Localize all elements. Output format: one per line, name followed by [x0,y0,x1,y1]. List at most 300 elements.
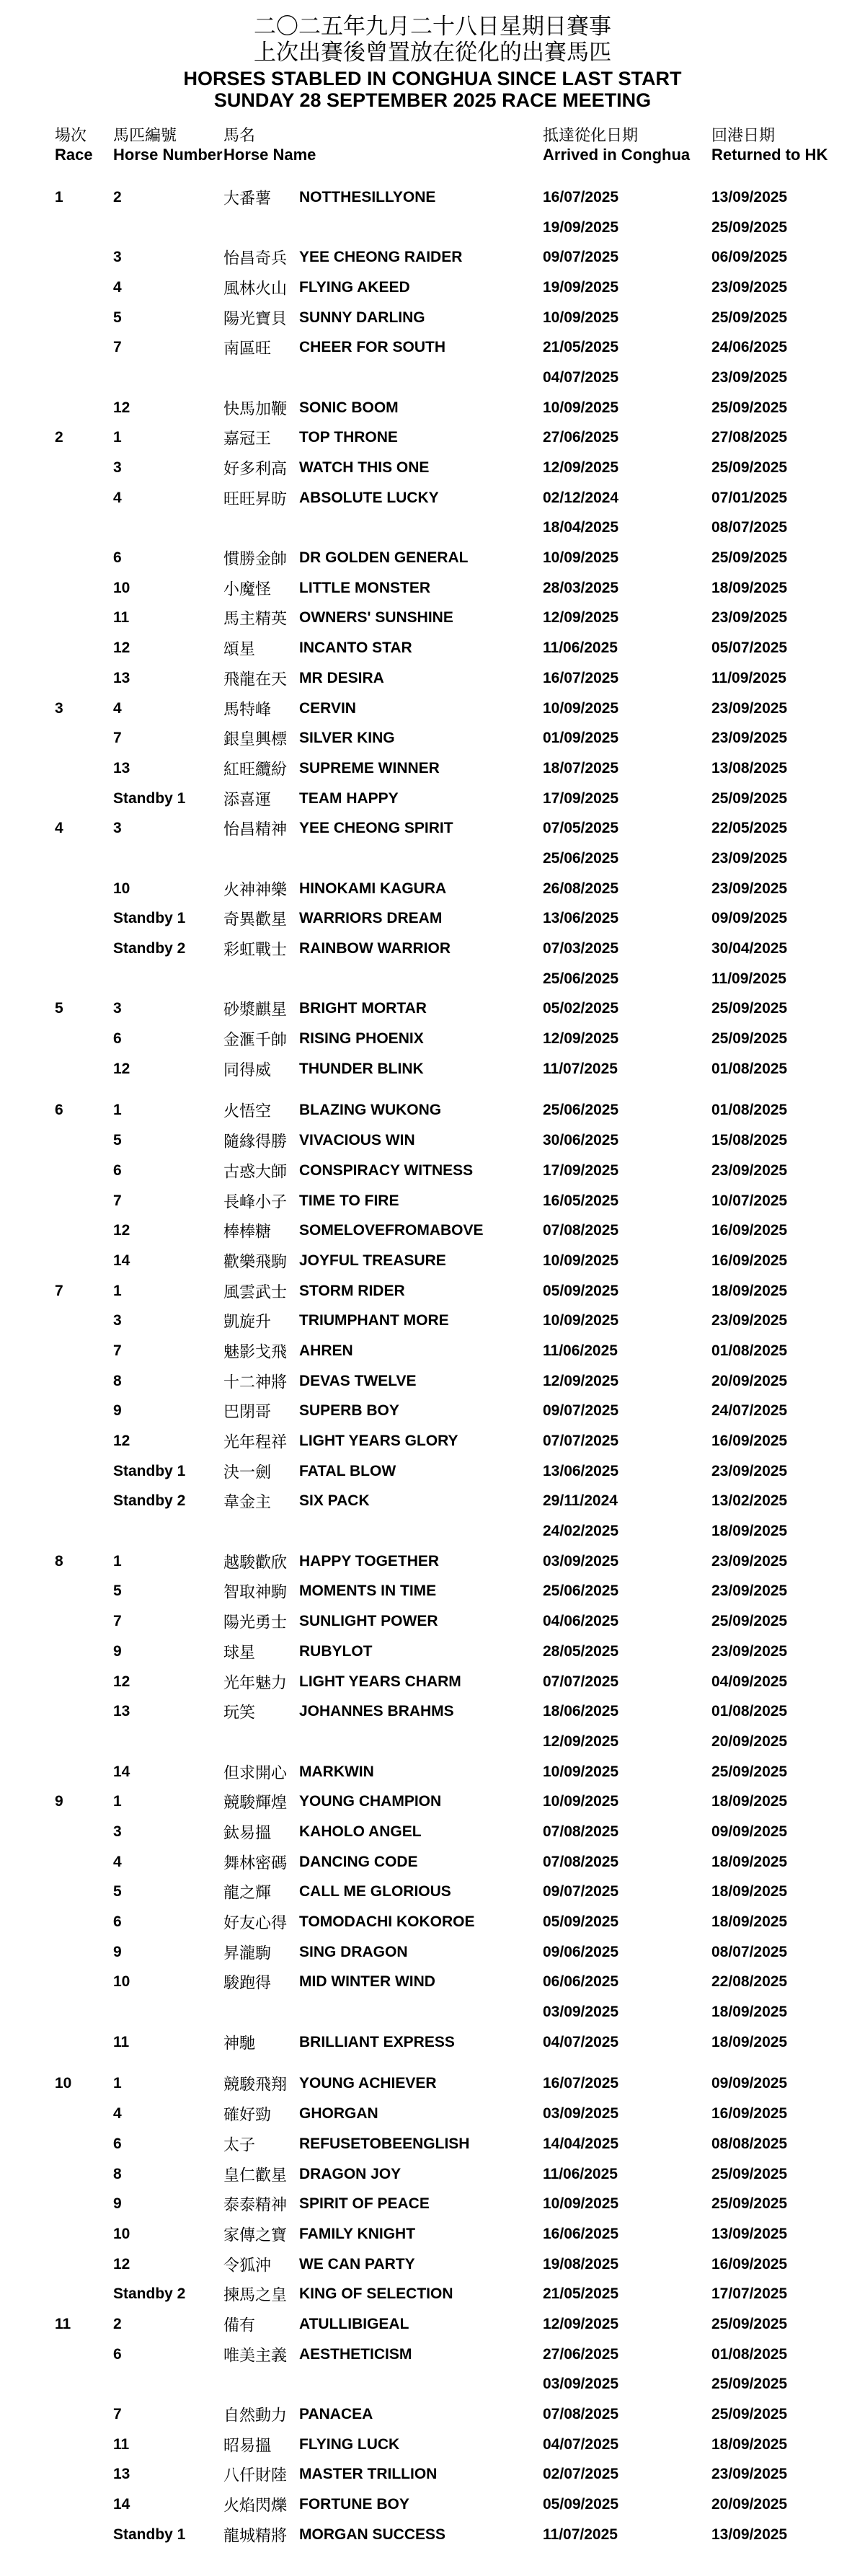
table-row [0,1276,865,1306]
header-horse-number-zh: 馬匹編號 [113,127,177,145]
horse-name-zh-cell: 銀皇興標 [223,730,288,749]
horse-name-en-cell: RISING PHOENIX [299,1030,424,1048]
arrived-date-cell: 10/09/2025 [543,549,619,567]
horse-number-cell: 5 [113,1132,122,1149]
arrived-date-cell: 12/09/2025 [543,2315,619,2332]
table-row [0,934,865,964]
horse-name-zh-cell: 凱旋升 [223,1313,272,1332]
horse-number-cell: 7 [113,1613,122,1630]
returned-date-cell: 09/09/2025 [711,910,788,927]
horse-number-cell: 8 [113,2165,122,2182]
arrived-date-cell: 09/07/2025 [543,1402,619,1420]
arrived-date-cell: 26/08/2025 [543,880,619,897]
table-row [0,543,865,573]
table-row [0,1787,865,1817]
horse-name-en-cell: SUNLIGHT POWER [299,1613,438,1630]
table-row [0,1216,865,1246]
horse-name-zh-cell: 金滙千帥 [223,1031,288,1050]
horse-number-cell: 6 [113,2135,122,2152]
returned-date-cell: 13/09/2025 [711,2526,788,2543]
returned-date-cell: 11/09/2025 [711,970,786,987]
arrived-date-cell: 24/02/2025 [543,1523,619,1540]
arrived-date-cell: 16/07/2025 [543,669,619,686]
horse-number-cell: Standby 2 [113,940,186,957]
horse-number-cell: 9 [113,1642,122,1660]
arrived-date-cell: 27/06/2025 [543,429,619,446]
horse-name-en-cell: TEAM HAPPY [299,789,399,807]
horse-name-en-cell: STORM RIDER [299,1282,405,1299]
header-horse-name-zh: 馬名 [223,127,256,145]
horse-name-en-cell: TIME TO FIRE [299,1192,399,1209]
horse-number-cell: 10 [113,579,130,596]
horse-name-en-cell: YOUNG CHAMPION [299,1793,442,1810]
horse-name-zh-cell: 魅影戈飛 [223,1343,288,1362]
table-row [0,2399,865,2430]
table-row [0,1366,865,1397]
table-row [0,723,865,753]
returned-date-cell: 23/09/2025 [711,1462,788,1479]
returned-date-cell: 18/09/2025 [711,1913,788,1931]
horse-name-zh-cell: 風林火山 [223,280,288,298]
horse-name-en-cell: WATCH THIS ONE [299,459,430,477]
table-row [0,393,865,423]
table-row [0,1246,865,1276]
table-row [0,1546,865,1577]
returned-date-cell: 25/09/2025 [711,1000,788,1017]
table-row [0,1577,865,1607]
horse-number-cell: 3 [113,1823,122,1840]
horse-name-zh-cell: 昇瀧駒 [223,1944,272,1963]
returned-date-cell: 30/04/2025 [711,940,788,957]
race-cell: 7 [55,1282,63,1299]
table-row [0,1306,865,1336]
arrived-date-cell: 10/09/2025 [543,309,619,326]
horse-name-en-cell: SUPREME WINNER [299,759,440,776]
horse-name-en-cell: DANCING CODE [299,1853,418,1870]
arrived-date-cell: 07/08/2025 [543,2406,619,2423]
race-cell: 8 [55,1552,63,1570]
returned-date-cell: 20/09/2025 [711,1732,788,1750]
horse-name-en-cell: FORTUNE BOY [299,2496,409,2513]
horse-number-cell: 8 [113,1372,122,1389]
returned-date-cell: 23/09/2025 [711,2466,788,2483]
horse-name-zh-cell: 隨緣得勝 [223,1133,288,1151]
returned-date-cell: 01/08/2025 [711,1342,788,1359]
header-arrived-en: Arrived in Conghua [543,146,691,164]
returned-date-cell: 16/09/2025 [711,1252,788,1269]
horse-name-zh-cell: 舞林密碼 [223,1854,288,1873]
arrived-date-cell: 04/07/2025 [543,368,619,386]
arrived-date-cell: 05/02/2025 [543,1000,619,1017]
race-cell: 11 [55,2315,71,2332]
table-row [0,964,865,994]
table-row [0,1667,865,1697]
returned-date-cell: 16/09/2025 [711,2105,788,2123]
horse-number-cell: 9 [113,2195,122,2213]
horse-number-cell: 7 [113,1342,122,1359]
horse-number-cell: 10 [113,2225,130,2242]
horse-number-cell: 3 [113,1312,122,1329]
race-cell: 4 [55,820,63,837]
arrived-date-cell: 07/08/2025 [543,1823,619,1840]
table-row [0,603,865,634]
arrived-date-cell: 07/08/2025 [543,1222,619,1239]
horse-number-cell: 3 [113,820,122,837]
horse-name-en-cell: LIGHT YEARS GLORY [299,1433,458,1450]
arrived-date-cell: 11/06/2025 [543,1342,618,1359]
title-chinese-line-2: 上次出賽後曾置放在從化的出賽馬匹 [254,40,611,66]
horse-table [0,182,865,2550]
arrived-date-cell: 10/09/2025 [543,1312,619,1329]
race-cell: 1 [55,188,63,205]
horse-name-en-cell: RUBYLOT [299,1642,373,1660]
table-row [0,1968,865,1998]
table-row [0,273,865,303]
horse-name-en-cell: WARRIORS DREAM [299,910,443,927]
horse-number-cell: 1 [113,1282,122,1299]
horse-name-en-cell: YEE CHEONG SPIRIT [299,820,453,837]
horse-name-zh-cell: 小魔怪 [223,580,272,599]
horse-number-cell: 12 [113,1060,130,1077]
arrived-date-cell: 29/11/2024 [543,1492,618,1510]
returned-date-cell: 23/09/2025 [711,368,788,386]
header-returned [711,127,828,165]
table-row [0,2219,865,2249]
horse-name-en-cell: CALL ME GLORIOUS [299,1883,451,1900]
table-row [0,2309,865,2340]
horse-name-zh-cell: 令狐沖 [223,2257,272,2275]
arrived-date-cell: 03/09/2025 [543,2376,619,2393]
returned-date-cell: 18/09/2025 [711,579,788,596]
horse-number-cell: 4 [113,278,122,296]
horse-name-zh-cell: 但求開心 [223,1764,288,1783]
horse-number-cell: 11 [113,2033,130,2050]
horse-name-zh-cell: 好多利高 [223,460,288,479]
horse-name-zh-cell: 奇異歡星 [223,911,288,929]
arrived-date-cell: 11/06/2025 [543,2165,618,2182]
horse-number-cell: 9 [113,1943,122,1960]
returned-date-cell: 25/09/2025 [711,2315,788,2332]
horse-name-en-cell: MR DESIRA [299,669,384,686]
table-row [0,1336,865,1366]
arrived-date-cell: 09/07/2025 [543,249,619,266]
header-arrived-zh: 抵達從化日期 [543,127,639,145]
table-row [0,2279,865,2309]
horse-name-zh-cell: 南區旺 [223,340,272,358]
horse-name-zh-cell: 昭易搵 [223,2437,272,2456]
horse-name-en-cell: TOP THRONE [299,429,398,446]
header-race [55,127,93,165]
header-race-en: Race [55,146,93,164]
arrived-date-cell: 11/07/2025 [543,2526,618,2543]
horse-number-cell: 12 [113,1222,130,1239]
arrived-date-cell: 07/07/2025 [543,1433,619,1450]
horse-name-en-cell: BRIGHT MORTAR [299,1000,427,1017]
horse-number-cell: 5 [113,1583,122,1600]
table-row [0,213,865,243]
arrived-date-cell: 18/06/2025 [543,1703,619,1720]
horse-name-zh-cell: 砂漿麒星 [223,1001,288,1019]
horse-name-zh-cell: 長峰小子 [223,1193,288,1212]
table-row [0,874,865,904]
table-row [0,1907,865,1937]
returned-date-cell: 15/08/2025 [711,1132,788,1149]
returned-date-cell: 18/09/2025 [711,1883,788,1900]
arrived-date-cell: 01/09/2025 [543,730,619,747]
horse-name-en-cell: HINOKAMI KAGURA [299,880,447,897]
arrived-date-cell: 05/09/2025 [543,2496,619,2513]
horse-name-en-cell: SILVER KING [299,730,395,747]
horse-number-cell: 13 [113,1703,130,1720]
horse-name-zh-cell: 馬特峰 [223,701,272,720]
arrived-date-cell: 30/06/2025 [543,1132,619,1149]
returned-date-cell: 08/08/2025 [711,2135,788,2152]
arrived-date-cell: 14/04/2025 [543,2135,619,2152]
table-row [0,813,865,844]
horse-number-cell: 14 [113,2496,130,2513]
table-row [0,633,865,663]
table-row [0,303,865,333]
returned-date-cell: 09/09/2025 [711,1823,788,1840]
table-row [0,1096,865,1126]
returned-date-cell: 04/09/2025 [711,1673,788,1690]
arrived-date-cell: 11/06/2025 [543,639,618,657]
title-english-line-1: HORSES STABLED IN CONGHUA SINCE LAST START [183,68,682,89]
returned-date-cell: 07/01/2025 [711,489,788,506]
horse-name-zh-cell: 添喜運 [223,791,272,810]
returned-date-cell: 20/09/2025 [711,2496,788,2513]
horse-name-zh-cell: 競駿飛翔 [223,2076,288,2094]
arrived-date-cell: 25/06/2025 [543,1102,619,1119]
returned-date-cell: 23/09/2025 [711,730,788,747]
horse-name-zh-cell: 陽光寶貝 [223,310,288,329]
table-row [0,363,865,393]
returned-date-cell: 13/09/2025 [711,2225,788,2242]
returned-date-cell: 05/07/2025 [711,639,788,657]
horse-name-en-cell: MASTER TRILLION [299,2466,438,2483]
table-row [0,2099,865,2129]
returned-date-cell: 01/08/2025 [711,1703,788,1720]
returned-date-cell: 20/09/2025 [711,1372,788,1389]
horse-number-cell: 6 [113,549,122,567]
header-horse-name-en: Horse Name [223,146,316,164]
table-row [0,182,865,213]
returned-date-cell: 18/09/2025 [711,1282,788,1299]
horse-number-cell: 7 [113,339,122,356]
table-row [0,904,865,934]
returned-date-cell: 17/07/2025 [711,2285,788,2303]
horse-name-en-cell: VIVACIOUS WIN [299,1132,415,1149]
header-arrived [543,127,690,165]
arrived-date-cell: 19/09/2025 [543,218,619,236]
returned-date-cell: 25/09/2025 [711,399,788,416]
returned-date-cell: 23/09/2025 [711,1161,788,1179]
arrived-date-cell: 17/09/2025 [543,789,619,807]
horse-name-en-cell: HAPPY TOGETHER [299,1552,440,1570]
horse-number-cell: 10 [113,880,130,897]
horse-number-cell: Standby 1 [113,1462,186,1479]
table-row [0,332,865,363]
header-race-zh: 場次 [55,127,87,145]
arrived-date-cell: 13/06/2025 [543,910,619,927]
table-row [0,242,865,273]
returned-date-cell: 01/08/2025 [711,2345,788,2363]
horse-number-cell: 4 [113,699,122,717]
horse-name-en-cell: SONIC BOOM [299,399,399,416]
table-row [0,2159,865,2190]
returned-date-cell: 25/09/2025 [711,2406,788,2423]
table-row [0,1696,865,1727]
returned-date-cell: 23/09/2025 [711,1642,788,1660]
horse-name-zh-cell: 駿跑得 [223,1974,272,1993]
table-row [0,1997,865,2027]
horse-number-cell: 4 [113,1853,122,1870]
returned-date-cell: 09/09/2025 [711,2075,788,2092]
returned-date-cell: 18/09/2025 [711,2435,788,2453]
race-cell: 10 [55,2075,72,2092]
horse-number-cell: Standby 2 [113,1492,186,1510]
horse-name-en-cell: DRAGON JOY [299,2165,402,2182]
horse-name-en-cell: RAINBOW WARRIOR [299,940,451,957]
returned-date-cell: 25/09/2025 [711,218,788,236]
returned-date-cell: 08/07/2025 [711,1943,788,1960]
horse-number-cell: 6 [113,1161,122,1179]
horse-name-en-cell: REFUSETOBEENGLISH [299,2135,470,2152]
header-returned-en: Returned to HK [711,146,828,164]
horse-number-cell: 1 [113,429,122,446]
table-row [0,573,865,603]
table-row [0,1186,865,1216]
returned-date-cell: 27/08/2025 [711,429,788,446]
table-row [0,753,865,784]
horse-name-zh-cell: 十二神將 [223,1373,288,1392]
header-returned-zh: 回港日期 [711,127,776,145]
arrived-date-cell: 06/06/2025 [543,1973,619,1991]
arrived-date-cell: 04/07/2025 [543,2435,619,2453]
horse-number-cell: 9 [113,1402,122,1420]
horse-name-zh-cell: 馬主精英 [223,610,288,629]
arrived-date-cell: 21/05/2025 [543,339,619,356]
horse-number-cell: 12 [113,1433,130,1450]
title-english-line-2: SUNDAY 28 SEPTEMBER 2025 RACE MEETING [213,89,652,111]
returned-date-cell: 16/09/2025 [711,1433,788,1450]
horse-name-zh-cell: 韋金主 [223,1493,272,1512]
table-row [0,2340,865,2370]
horse-number-cell: 14 [113,1252,130,1269]
horse-name-zh-cell: 揀馬之皇 [223,2286,288,2305]
horse-name-zh-cell: 火神神樂 [223,881,288,900]
horse-name-en-cell: MORGAN SUCCESS [299,2526,446,2543]
horse-number-cell: 5 [113,1883,122,1900]
horse-number-cell: 4 [113,489,122,506]
arrived-date-cell: 05/09/2025 [543,1913,619,1931]
arrived-date-cell: 10/09/2025 [543,1793,619,1810]
horse-name-en-cell: SPIRIT OF PEACE [299,2195,430,2213]
returned-date-cell: 25/09/2025 [711,549,788,567]
table-row [0,1156,865,1186]
race-cell: 9 [55,1793,63,1810]
arrived-date-cell: 10/09/2025 [543,699,619,717]
horse-name-en-cell: THUNDER BLINK [299,1060,424,1077]
arrived-date-cell: 07/07/2025 [543,1673,619,1690]
horse-name-zh-cell: 嘉冠王 [223,430,272,448]
table-row [0,2027,865,2058]
horse-name-zh-cell: 古惑大師 [223,1163,288,1182]
header-horse-number-en: Horse Number [113,146,223,164]
race-cell: 6 [55,1102,63,1119]
table-row [0,1487,865,1517]
horse-name-en-cell: CONSPIRACY WITNESS [299,1161,474,1179]
race-cell: 3 [55,699,63,717]
arrived-date-cell: 10/09/2025 [543,399,619,416]
table-row [0,1125,865,1156]
race-cell: 2 [55,429,63,446]
horse-name-en-cell: WE CAN PARTY [299,2255,415,2272]
arrived-date-cell: 09/07/2025 [543,1883,619,1900]
horse-number-cell: 3 [113,459,122,477]
horse-name-en-cell: PANACEA [299,2406,373,2423]
table-row [0,1757,865,1787]
returned-date-cell: 22/05/2025 [711,820,788,837]
table-row [0,1727,865,1757]
returned-date-cell: 25/09/2025 [711,1030,788,1048]
horse-number-cell: 13 [113,759,130,776]
arrived-date-cell: 12/09/2025 [543,459,619,477]
horse-name-zh-cell: 同得威 [223,1061,272,1080]
horse-name-en-cell: JOHANNES BRAHMS [299,1703,454,1720]
returned-date-cell: 08/07/2025 [711,519,788,536]
horse-name-zh-cell: 決一劍 [223,1464,272,1482]
returned-date-cell: 06/09/2025 [711,249,788,266]
horse-name-zh-cell: 光年程祥 [223,1433,288,1452]
returned-date-cell: 22/08/2025 [711,1973,788,1991]
horse-name-zh-cell: 競駿輝煌 [223,1794,288,1813]
arrived-date-cell: 12/09/2025 [543,609,619,627]
horse-name-zh-cell: 歡樂飛駒 [223,1253,288,1272]
arrived-date-cell: 25/06/2025 [543,849,619,867]
horse-number-cell: 11 [113,609,130,627]
arrived-date-cell: 10/09/2025 [543,1763,619,1780]
horse-name-en-cell: SUNNY DARLING [299,309,425,326]
horse-number-cell: 12 [113,639,130,657]
horse-name-zh-cell: 火悟空 [223,1102,272,1121]
returned-date-cell: 13/09/2025 [711,188,788,205]
arrived-date-cell: 25/06/2025 [543,1583,619,1600]
arrived-date-cell: 25/06/2025 [543,970,619,987]
horse-number-cell: 12 [113,399,130,416]
horse-name-zh-cell: 光年魅力 [223,1674,288,1693]
horse-name-en-cell: CERVIN [299,699,356,717]
returned-date-cell: 23/09/2025 [711,278,788,296]
returned-date-cell: 16/09/2025 [711,2255,788,2272]
returned-date-cell: 25/09/2025 [711,1613,788,1630]
table-row [0,513,865,544]
horse-name-en-cell: AESTHETICISM [299,2345,412,2363]
horse-number-cell: 7 [113,2406,122,2423]
returned-date-cell: 23/09/2025 [711,849,788,867]
horse-name-en-cell: OWNERS' SUNSHINE [299,609,453,627]
horse-name-zh-cell: 紅旺纜紛 [223,761,288,779]
horse-number-cell: 11 [113,2435,130,2453]
horse-name-en-cell: YOUNG ACHIEVER [299,2075,437,2092]
arrived-date-cell: 02/07/2025 [543,2466,619,2483]
arrived-date-cell: 03/09/2025 [543,2004,619,2021]
horse-name-en-cell: MOMENTS IN TIME [299,1583,437,1600]
horse-name-en-cell: SIX PACK [299,1492,370,1510]
arrived-date-cell: 28/03/2025 [543,579,619,596]
horse-number-cell: 12 [113,2255,130,2272]
table-row [0,453,865,483]
